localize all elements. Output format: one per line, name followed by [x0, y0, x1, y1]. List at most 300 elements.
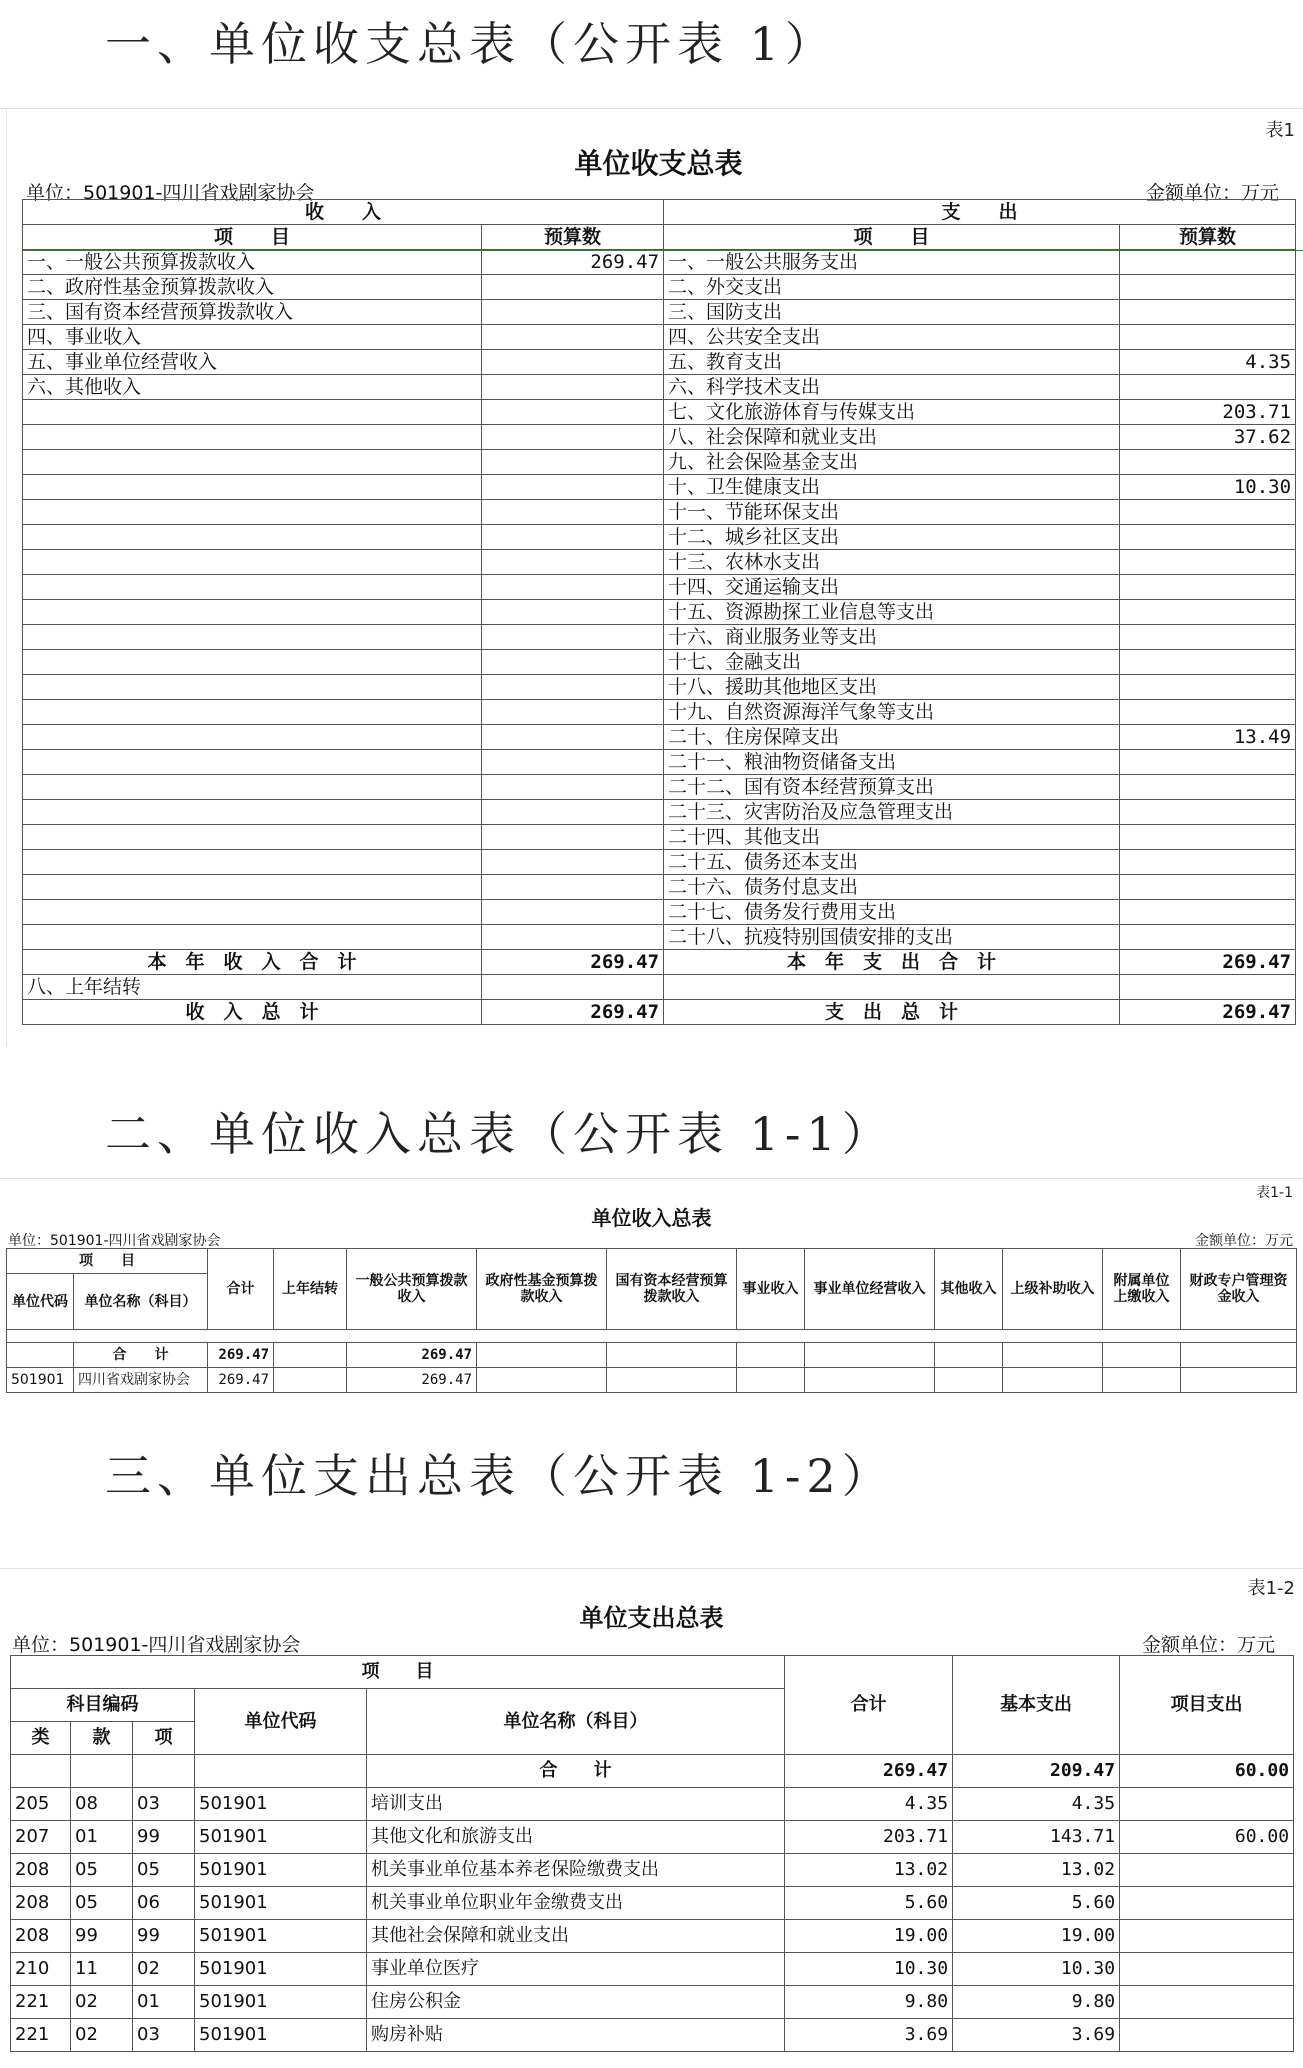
- row-lei: 205: [11, 1788, 71, 1821]
- income-budget: [482, 275, 664, 300]
- income-budget: [482, 800, 664, 825]
- row-basic: 5.60: [953, 1887, 1120, 1920]
- expense-item: 二、外交支出: [664, 275, 1120, 300]
- section-heading-2: 二、单位收入总表（公开表 1-1）: [105, 1107, 894, 1161]
- col-superior-subsidy: 上级补助收入: [1003, 1249, 1103, 1330]
- income-item: [23, 800, 482, 825]
- income-item: [23, 575, 482, 600]
- sheet-gridline: [0, 108, 1303, 109]
- row-kuan: 02: [71, 2019, 133, 2052]
- empty-cell: [805, 1343, 935, 1368]
- row-unit-code: 501901: [195, 1854, 367, 1887]
- income-budget: [482, 625, 664, 650]
- row-xiang: 03: [133, 1788, 195, 1821]
- expense-budget: 37.62: [1120, 425, 1296, 450]
- row-lei: 210: [11, 1953, 71, 1986]
- item-header: 项 目: [11, 1656, 785, 1689]
- expense-item: 一、一般公共服务支出: [664, 250, 1120, 275]
- row-lei: 207: [11, 1821, 71, 1854]
- income-budget: [482, 575, 664, 600]
- income-budget: [482, 500, 664, 525]
- row-unit-name: 四川省戏剧家协会: [74, 1368, 208, 1393]
- row-unit-code: 501901: [7, 1368, 74, 1393]
- row-basic: 3.69: [953, 2019, 1120, 2052]
- year-income-total-label: 本 年 收 入 合 计: [23, 950, 482, 975]
- row-lei: 208: [11, 1920, 71, 1953]
- row-kuan: 11: [71, 1953, 133, 1986]
- income-item: [23, 425, 482, 450]
- row-unit-name: 购房补贴: [367, 2019, 785, 2052]
- sum-project: 60.00: [1120, 1755, 1294, 1788]
- item-header: 项 目: [7, 1249, 208, 1274]
- expense-budget: [1120, 825, 1296, 850]
- expense-budget: [1120, 525, 1296, 550]
- table-row: [23, 675, 1296, 700]
- empty-cell: [1181, 1343, 1297, 1368]
- income-budget: [482, 725, 664, 750]
- table-row: [23, 300, 1296, 325]
- col-unit-code: 单位代码: [7, 1274, 74, 1330]
- row-general-budget: 269.47: [347, 1368, 477, 1393]
- col-subject-code: 科目编码: [11, 1689, 195, 1722]
- table-row: [23, 700, 1296, 725]
- sheet-gridline: [6, 108, 7, 1046]
- sum-total: 269.47: [785, 1755, 953, 1788]
- income-item: [23, 625, 482, 650]
- expense-item: 十一、节能环保支出: [664, 500, 1120, 525]
- income-item: 三、国有资本经营预算拨款收入: [23, 300, 482, 325]
- table-row: [23, 350, 1296, 375]
- income-item: 五、事业单位经营收入: [23, 350, 482, 375]
- income-item: [23, 900, 482, 925]
- table-title: 单位收支总表: [574, 147, 743, 180]
- table-number: 表1: [1265, 120, 1295, 141]
- unit-label: 单位：501901-四川省戏剧家协会: [8, 1233, 221, 1249]
- empty-cell: [607, 1343, 737, 1368]
- sum-label: 合 计: [367, 1755, 785, 1788]
- expense-item: 二十二、国有资本经营预算支出: [664, 775, 1120, 800]
- row-project: [1120, 1887, 1294, 1920]
- income-budget: [482, 700, 664, 725]
- col-total: 合计: [208, 1249, 274, 1330]
- row-basic: 4.35: [953, 1788, 1120, 1821]
- empty-cell: [133, 1755, 195, 1788]
- expense-item: 二十四、其他支出: [664, 825, 1120, 850]
- expense-header: 支 出: [664, 200, 1296, 225]
- income-budget: [482, 675, 664, 700]
- empty-cell: [935, 1368, 1003, 1393]
- income-item: [23, 600, 482, 625]
- income-item: [23, 525, 482, 550]
- total-expense-label: 支 出 总 计: [664, 1000, 1120, 1025]
- row-basic: 19.00: [953, 1920, 1120, 1953]
- expense-budget: [1120, 500, 1296, 525]
- table-row: [23, 250, 1296, 275]
- row-unit-code: 501901: [195, 1788, 367, 1821]
- income-budget: [482, 750, 664, 775]
- row-xiang: 99: [133, 1821, 195, 1854]
- col-project: 项目支出: [1120, 1656, 1294, 1755]
- expense-budget: [1120, 775, 1296, 800]
- empty-cell: [935, 1343, 1003, 1368]
- col-carryover: 上年结转: [274, 1249, 347, 1330]
- expense-item: 十、卫生健康支出: [664, 475, 1120, 500]
- total-income-label: 收 入 总 计: [23, 1000, 482, 1025]
- empty-cell: [607, 1368, 737, 1393]
- income-item: [23, 450, 482, 475]
- row-project: [1120, 2019, 1294, 2052]
- row-project: [1120, 1986, 1294, 2019]
- table-row: [23, 925, 1296, 950]
- row-basic: 10.30: [953, 1953, 1120, 1986]
- row-total: 269.47: [208, 1368, 274, 1393]
- row-unit-code: 501901: [195, 1986, 367, 2019]
- table-row: [23, 325, 1296, 350]
- table-row: [23, 500, 1296, 525]
- income-item: [23, 875, 482, 900]
- table-row: [23, 650, 1296, 675]
- income-budget-header: 预算数: [482, 225, 664, 250]
- expense-item: 十五、资源勘探工业信息等支出: [664, 600, 1120, 625]
- income-budget: [482, 875, 664, 900]
- income-budget: [482, 475, 664, 500]
- row-kuan: 01: [71, 1821, 133, 1854]
- amount-unit-label: 金额单位：万元: [1195, 1233, 1293, 1249]
- row-unit-name: 住房公积金: [367, 1986, 785, 2019]
- section-heading-3: 三、单位支出总表（公开表 1-2）: [105, 1449, 894, 1503]
- table-row: [23, 600, 1296, 625]
- income-item: [23, 925, 482, 950]
- expense-budget: [1120, 925, 1296, 950]
- expense-budget: [1120, 650, 1296, 675]
- row-total: 9.80: [785, 1986, 953, 2019]
- unit-label: 单位：501901-四川省戏剧家协会: [12, 1634, 301, 1656]
- year-income-total-value: 269.47: [482, 950, 664, 975]
- expense-budget: [1120, 575, 1296, 600]
- sheet-gridline: [0, 1568, 1303, 1569]
- income-item: [23, 825, 482, 850]
- income-budget: [482, 600, 664, 625]
- income-budget: [482, 925, 664, 950]
- expense-item: 二十六、债务付息支出: [664, 875, 1120, 900]
- row-unit-name: 事业单位医疗: [367, 1953, 785, 1986]
- expense-budget: [1120, 900, 1296, 925]
- table-number: 表1-2: [1247, 1578, 1295, 1599]
- income-item: [23, 850, 482, 875]
- table-row: [23, 725, 1296, 750]
- expense-item: 十六、商业服务业等支出: [664, 625, 1120, 650]
- row-total: 19.00: [785, 1920, 953, 1953]
- empty-cell: [7, 1343, 74, 1368]
- row-kuan: 02: [71, 1986, 133, 2019]
- expense-item: 十四、交通运输支出: [664, 575, 1120, 600]
- col-unit-name: 单位名称（科目）: [367, 1689, 785, 1755]
- col-xiang: 项: [133, 1722, 195, 1755]
- expense-item: 十九、自然资源海洋气象等支出: [664, 700, 1120, 725]
- amount-unit-label: 金额单位：万元: [1145, 182, 1279, 204]
- expense-budget: [1120, 450, 1296, 475]
- row-xiang: 02: [133, 1953, 195, 1986]
- expense-budget: [1120, 675, 1296, 700]
- expense-budget: [1120, 250, 1296, 275]
- expense-item: 十二、城乡社区支出: [664, 525, 1120, 550]
- expense-summary-table: [10, 1655, 1294, 2052]
- empty-cell: [11, 1755, 71, 1788]
- income-item: [23, 700, 482, 725]
- table-row: [23, 575, 1296, 600]
- income-budget: [482, 350, 664, 375]
- expense-item: 二十一、粮油物资储备支出: [664, 750, 1120, 775]
- expense-budget-header: 预算数: [1120, 225, 1296, 250]
- expense-budget: [1120, 875, 1296, 900]
- table-row: [11, 1854, 1294, 1887]
- empty-cell: [274, 1368, 347, 1393]
- income-budget: [482, 300, 664, 325]
- row-unit-code: 501901: [195, 1953, 367, 1986]
- income-budget: [482, 400, 664, 425]
- col-state-capital: 国有资本经营预算拨款收入: [607, 1249, 737, 1330]
- expense-budget: [1120, 750, 1296, 775]
- empty-cell: [1120, 975, 1296, 1000]
- expense-item: 二十八、抗疫特别国债安排的支出: [664, 925, 1120, 950]
- empty-cell: [1103, 1368, 1181, 1393]
- row-unit-name: 机关事业单位职业年金缴费支出: [367, 1887, 785, 1920]
- income-item: [23, 650, 482, 675]
- row-kuan: 99: [71, 1920, 133, 1953]
- expense-item: 二十七、债务发行费用支出: [664, 900, 1120, 925]
- expense-budget: [1120, 375, 1296, 400]
- spacer-row: [7, 1330, 1297, 1343]
- table-row: [23, 750, 1296, 775]
- row-kuan: 05: [71, 1887, 133, 1920]
- expense-budget: 4.35: [1120, 350, 1296, 375]
- table-row: [23, 850, 1296, 875]
- empty-cell: [1103, 1343, 1181, 1368]
- amount-unit-label: 金额单位：万元: [1141, 1634, 1275, 1656]
- expense-item: 七、文化旅游体育与传媒支出: [664, 400, 1120, 425]
- expense-budget: 13.49: [1120, 725, 1296, 750]
- row-kuan: 05: [71, 1854, 133, 1887]
- row-total: 10.30: [785, 1953, 953, 1986]
- col-basic: 基本支出: [953, 1656, 1120, 1755]
- table-row: [23, 900, 1296, 925]
- expense-item: 四、公共安全支出: [664, 325, 1120, 350]
- row-unit-code: 501901: [195, 1920, 367, 1953]
- expense-budget: [1120, 550, 1296, 575]
- total-income-value: 269.47: [482, 1000, 664, 1025]
- row-unit-name: 机关事业单位基本养老保险缴费支出: [367, 1854, 785, 1887]
- section-heading-1: 一、单位收支总表（公开表 1）: [105, 17, 837, 71]
- table-row: [11, 2019, 1294, 2052]
- row-project: 60.00: [1120, 1821, 1294, 1854]
- col-affiliated-income: 附属单位上缴收入: [1103, 1249, 1181, 1330]
- income-item-header: 项 目: [23, 225, 482, 250]
- empty-cell: [477, 1343, 607, 1368]
- income-item: [23, 550, 482, 575]
- sheet-gridline: [0, 1178, 1303, 1179]
- expense-budget: [1120, 325, 1296, 350]
- table-row: [23, 550, 1296, 575]
- income-budget: [482, 375, 664, 400]
- col-kuan: 款: [71, 1722, 133, 1755]
- row-xiang: 03: [133, 2019, 195, 2052]
- total-expense-value: 269.47: [1120, 1000, 1296, 1025]
- expense-budget: [1120, 850, 1296, 875]
- income-budget: [482, 425, 664, 450]
- col-general-budget: 一般公共预算拨款收入: [347, 1249, 477, 1330]
- unit-label: 单位：501901-四川省戏剧家协会: [26, 182, 315, 204]
- table-row: [23, 275, 1296, 300]
- table-row: [23, 875, 1296, 900]
- row-project: [1120, 1953, 1294, 1986]
- row-lei: 208: [11, 1887, 71, 1920]
- row-project: [1120, 1788, 1294, 1821]
- expense-item: 二十三、灾害防治及应急管理支出: [664, 800, 1120, 825]
- income-item: [23, 725, 482, 750]
- col-business-income: 事业收入: [737, 1249, 805, 1330]
- row-total: 203.71: [785, 1821, 953, 1854]
- expense-budget: [1120, 600, 1296, 625]
- col-operating-income: 事业单位经营收入: [805, 1249, 935, 1330]
- row-project: [1120, 1854, 1294, 1887]
- row-unit-code: 501901: [195, 1887, 367, 1920]
- expense-item: 五、教育支出: [664, 350, 1120, 375]
- col-unit-name: 单位名称（科目）: [74, 1274, 208, 1330]
- row-basic: 143.71: [953, 1821, 1120, 1854]
- empty-cell: [737, 1368, 805, 1393]
- income-item: 一、一般公共预算拨款收入: [23, 250, 482, 275]
- table-row: [11, 1887, 1294, 1920]
- income-item: [23, 750, 482, 775]
- income-item: [23, 475, 482, 500]
- row-total: 13.02: [785, 1854, 953, 1887]
- table-row: [11, 1953, 1294, 1986]
- year-expense-total-value: 269.47: [1120, 950, 1296, 975]
- expense-item: 十三、农林水支出: [664, 550, 1120, 575]
- income-item: [23, 775, 482, 800]
- row-xiang: 06: [133, 1887, 195, 1920]
- income-expense-summary-table: [22, 199, 1296, 1025]
- table-row: [23, 450, 1296, 475]
- row-kuan: 08: [71, 1788, 133, 1821]
- row-lei: 221: [11, 1986, 71, 2019]
- table-row: [11, 1821, 1294, 1854]
- income-item: 六、其他收入: [23, 375, 482, 400]
- table-row: [23, 375, 1296, 400]
- expense-item: 二十五、债务还本支出: [664, 850, 1120, 875]
- sum-total: 269.47: [208, 1343, 274, 1368]
- table-row: [23, 400, 1296, 425]
- table-title: 单位收入总表: [591, 1206, 712, 1230]
- row-xiang: 01: [133, 1986, 195, 2019]
- row-unit-name: 培训支出: [367, 1788, 785, 1821]
- empty-cell: [805, 1368, 935, 1393]
- empty-cell: [664, 975, 1120, 1000]
- income-item: [23, 675, 482, 700]
- row-xiang: 99: [133, 1920, 195, 1953]
- row-unit-code: 501901: [195, 2019, 367, 2052]
- col-fiscal-account: 财政专户管理资金收入: [1181, 1249, 1297, 1330]
- empty-cell: [1181, 1368, 1297, 1393]
- income-item: [23, 500, 482, 525]
- row-basic: 9.80: [953, 1986, 1120, 2019]
- income-item: 四、事业收入: [23, 325, 482, 350]
- empty-cell: [1003, 1343, 1103, 1368]
- row-total: 5.60: [785, 1887, 953, 1920]
- col-fund-budget: 政府性基金预算拨款收入: [477, 1249, 607, 1330]
- row-total: 4.35: [785, 1788, 953, 1821]
- row-basic: 13.02: [953, 1854, 1120, 1887]
- carryover-value: [482, 975, 664, 1000]
- expense-item: 十八、援助其他地区支出: [664, 675, 1120, 700]
- expense-item: 三、国防支出: [664, 300, 1120, 325]
- empty-cell: [274, 1343, 347, 1368]
- table-row: [11, 1788, 1294, 1821]
- expense-item: 十七、金融支出: [664, 650, 1120, 675]
- row-lei: 208: [11, 1854, 71, 1887]
- table-row: [23, 825, 1296, 850]
- income-budget: [482, 650, 664, 675]
- col-lei: 类: [11, 1722, 71, 1755]
- row-total: 3.69: [785, 2019, 953, 2052]
- empty-cell: [737, 1343, 805, 1368]
- expense-budget: [1120, 275, 1296, 300]
- sum-general-budget: 269.47: [347, 1343, 477, 1368]
- income-budget: 269.47: [482, 250, 664, 275]
- table-row: [23, 425, 1296, 450]
- table-row: [23, 775, 1296, 800]
- expense-budget: [1120, 300, 1296, 325]
- income-item: [23, 400, 482, 425]
- row-xiang: 05: [133, 1854, 195, 1887]
- expense-budget: [1120, 800, 1296, 825]
- carryover-label: 八、上年结转: [23, 975, 482, 1000]
- empty-cell: [195, 1755, 367, 1788]
- row-lei: 221: [11, 2019, 71, 2052]
- income-budget: [482, 325, 664, 350]
- empty-cell: [477, 1368, 607, 1393]
- income-budget: [482, 450, 664, 475]
- income-budget: [482, 775, 664, 800]
- col-total: 合计: [785, 1656, 953, 1755]
- table-row: [23, 525, 1296, 550]
- empty-cell: [71, 1755, 133, 1788]
- income-budget: [482, 550, 664, 575]
- table-row: [23, 800, 1296, 825]
- table-row: [11, 1920, 1294, 1953]
- table-row: [11, 1986, 1294, 2019]
- col-unit-code: 单位代码: [195, 1689, 367, 1755]
- table-row: [23, 475, 1296, 500]
- sum-label: 合 计: [74, 1343, 208, 1368]
- income-budget: [482, 525, 664, 550]
- row-unit-name: 其他社会保障和就业支出: [367, 1920, 785, 1953]
- row-unit-name: 其他文化和旅游支出: [367, 1821, 785, 1854]
- income-summary-table: [6, 1248, 1297, 1393]
- table-row: [23, 625, 1296, 650]
- row-project: [1120, 1920, 1294, 1953]
- expense-budget: [1120, 625, 1296, 650]
- expense-budget: [1120, 700, 1296, 725]
- row-unit-code: 501901: [195, 1821, 367, 1854]
- col-other-income: 其他收入: [935, 1249, 1003, 1330]
- expense-budget: 203.71: [1120, 400, 1296, 425]
- empty-cell: [1003, 1368, 1103, 1393]
- expense-item: 八、社会保障和就业支出: [664, 425, 1120, 450]
- expense-item: 九、社会保险基金支出: [664, 450, 1120, 475]
- table-title: 单位支出总表: [579, 1604, 724, 1632]
- income-budget: [482, 900, 664, 925]
